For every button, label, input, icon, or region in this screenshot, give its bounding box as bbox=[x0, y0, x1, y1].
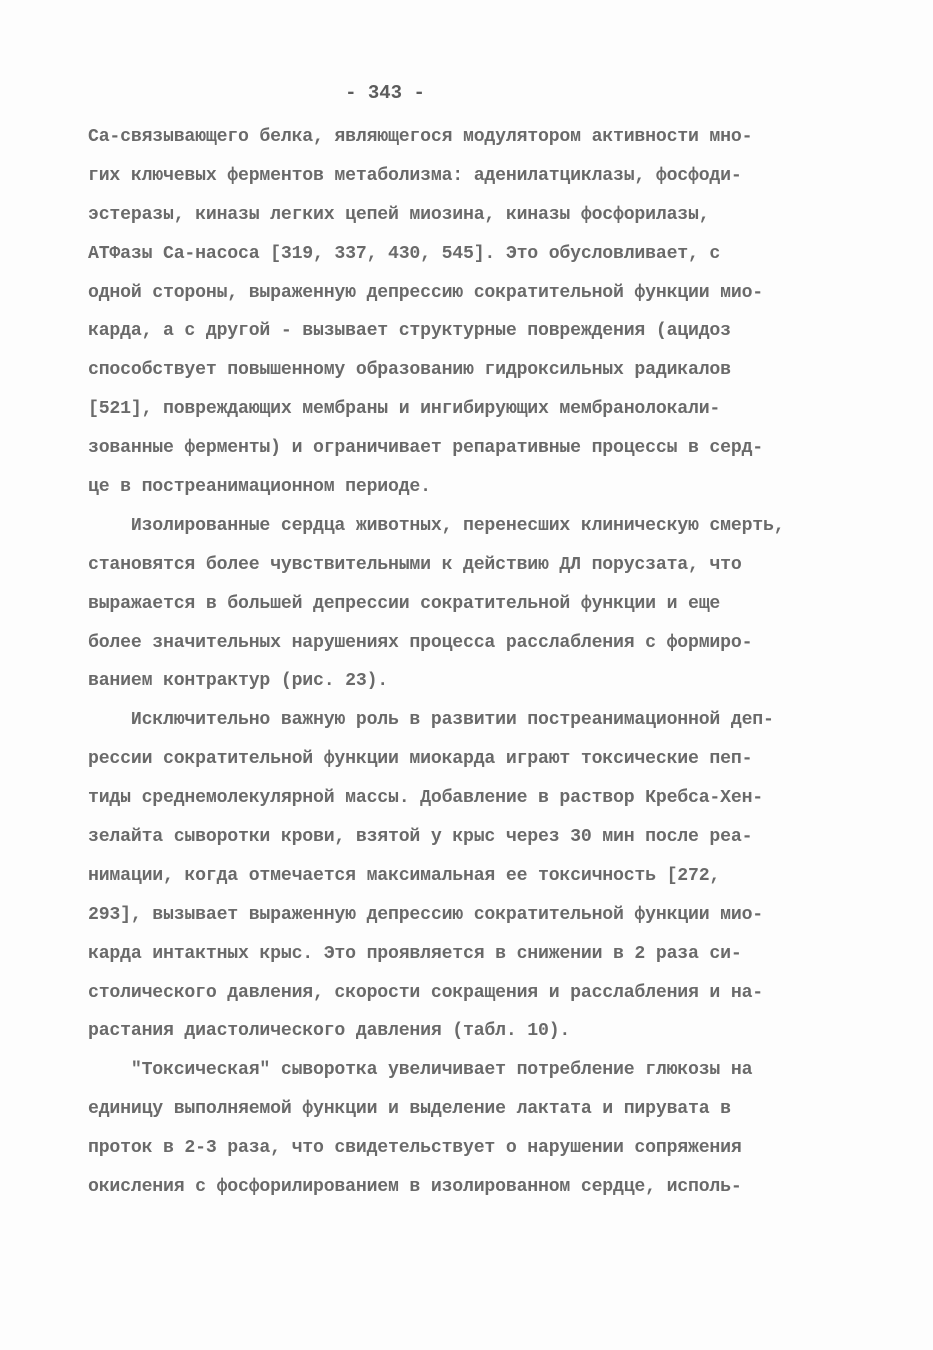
text-line: эстеразы, киназы легких цепей миозина, киназы фосфорилазы, bbox=[88, 204, 710, 225]
text-line: растания диастолического давления (табл. 10). bbox=[88, 1021, 571, 1042]
text-line: зованные ферменты) и ограничивает репаративные процессы в серд- bbox=[88, 438, 763, 459]
text-line: столического давления, скорости сокращения и расслабления и на- bbox=[88, 982, 763, 1003]
paragraph bbox=[88, 701, 848, 1051]
text-line: [521], повреждающих мембраны и ингибирующих мембранолокали- bbox=[88, 399, 721, 420]
text-line: единицу выполняемой функции и выделение лактата и пирувата в bbox=[88, 1099, 731, 1120]
text-line: Изолированные сердца животных, перенесших клиническую смерть, bbox=[88, 515, 785, 536]
text-line: це в постреанимационном периоде. bbox=[88, 477, 431, 498]
text-line: ванием контрактур (рис. 23). bbox=[88, 671, 388, 692]
paragraph bbox=[88, 1051, 848, 1207]
text-line: карда интактных крыс. Это проявляется в снижении в 2 раза си- bbox=[88, 943, 742, 964]
paragraph bbox=[88, 507, 848, 701]
text-line: 293], вызывает выраженную депрессию сократительной функции мио- bbox=[88, 904, 763, 925]
text-line: карда, а с другой - вызывает структурные повреждения (ацидоз bbox=[88, 321, 731, 342]
text-line: рессии сократительной функции миокарда играют токсические пеп- bbox=[88, 749, 753, 770]
page-number: - 343 - bbox=[345, 82, 425, 104]
text-line: способствует повышенному образованию гидроксильных радикалов bbox=[88, 360, 731, 381]
text-line: АТФазы Са-насоса [319, 337, 430, 545]. Это обусловливает, с bbox=[88, 243, 721, 264]
text-line: Са-связывающего белка, являющегося модулятором активности мно- bbox=[88, 127, 753, 147]
text-line: выражается в большей депрессии сократительной функции и еще bbox=[88, 593, 721, 614]
text-line: окисления с фосфорилированием в изолированном сердце, исполь- bbox=[88, 1177, 742, 1198]
text-line: становятся более чувствительными к действию ДЛ порусзата, что bbox=[88, 554, 742, 575]
text-line: Исключительно важную роль в развитии постреанимационной деп- bbox=[88, 710, 774, 731]
body-text bbox=[88, 118, 848, 1207]
text-line: нимации, когда отмечается максимальная ее токсичность [272, bbox=[88, 865, 721, 886]
text-line: тиды среднемолекулярной массы. Добавление в раствор Кребса-Хен- bbox=[88, 788, 763, 809]
text-line: зелайта сыворотки крови, взятой у крыс через 30 мин после реа- bbox=[88, 827, 753, 848]
text-line: "Токсическая" сыворотка увеличивает потребление глюкозы на bbox=[88, 1060, 753, 1081]
text-line: более значительных нарушениях процесса расслабления с формиро- bbox=[88, 632, 753, 653]
text-line: одной стороны, выраженную депрессию сократительной функции мио- bbox=[88, 282, 763, 303]
paragraph bbox=[88, 118, 848, 507]
text-line: гих ключевых ферментов метаболизма: аденилатциклазы, фосфоди- bbox=[88, 165, 742, 186]
text-line: проток в 2-3 раза, что свидетельствует о нарушении сопряжения bbox=[88, 1138, 742, 1159]
